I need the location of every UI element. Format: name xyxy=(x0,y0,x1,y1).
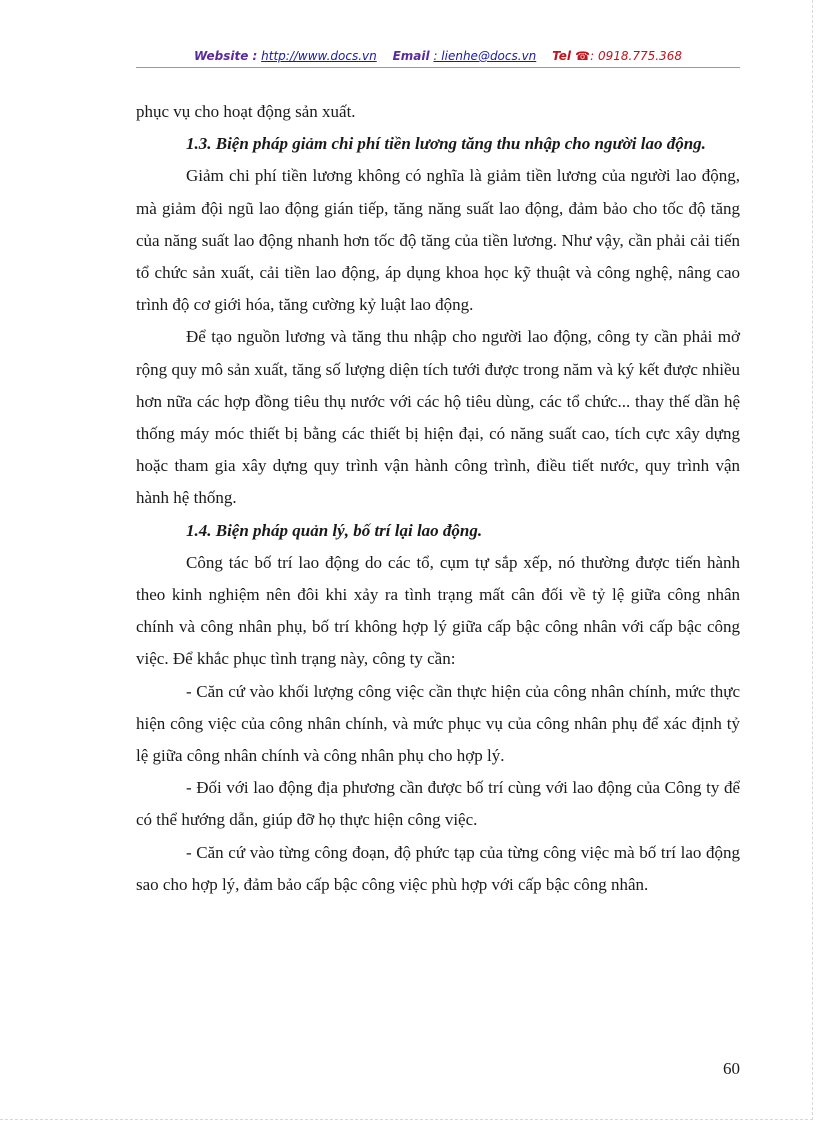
paragraph-salary-cost: Giảm chi phí tiền lương không có nghĩa là giảm tiền lương của người lao động, mà giảm đội ngũ lao động gián tiếp, tăng năng suất lao động, đảm bảo cho tốc độ tăng của năng suất lao động nhanh hơn tốc độ tăng của tiền lương. Như vậy, cần phải cải tiến tổ chức sản xuất, cải tiền lao động, áp dụng khoa học kỹ thuật và công nghệ, nâng cao trình độ cơ giới hóa, tăng cường kỷ luật lao động. xyxy=(136,166,740,315)
document-body xyxy=(136,96,740,901)
paragraph-labor-allocation: Công tác bố trí lao động do các tổ, cụm tự sắp xếp, nó thường được tiến hành theo kinh nghiệm nên đôi khi xảy ra tình trạng mất cân đối về tỷ lệ giữa công nhân chính và công nhân phụ, bố trí không hợp lý giữa cấp bậc công nhân với cấp bậc công việc. Để khắc phục tình trạng này, công ty cần: xyxy=(136,552,740,669)
bullet-item-ratio: - Căn cứ vào khối lượng công việc cần thực hiện của công nhân chính, mức thực hiện công việc của công nhân chính, và mức phục vụ của công nhân phụ để xác định tỷ lệ giữa công nhân chính và công nhân phụ cho hợp lý. xyxy=(136,681,740,766)
paragraph-continuation: phục vụ cho hoạt động sản xuất. xyxy=(136,102,356,121)
section-heading-1-4: 1.4. Biện pháp quản lý, bố trí lại lao động. xyxy=(186,520,483,540)
email-label: Email xyxy=(392,49,430,63)
page-number: 60 xyxy=(723,1059,740,1078)
tel-label: Tel ☎ xyxy=(552,49,591,63)
section-heading-1-3: 1.3. Biện pháp giảm chi phí tiền lương tăng thu nhập cho người lao động. xyxy=(186,134,706,154)
header-divider xyxy=(136,67,740,68)
bullet-item-local-labor: - Đối với lao động địa phương cần được bố trí cùng với lao động của Công ty để có thể hướng dẫn, giúp đỡ họ thực hiện công việc. xyxy=(136,778,740,830)
email-link[interactable]: : lienhe@docs.vn xyxy=(433,49,537,63)
paragraph-income-source: Để tạo nguồn lương và tăng thu nhập cho người lao động, công ty cần phải mở rộng quy mô sản xuất, tăng số lượng diện tích tưới được trong năm và ký kết được nhiều hơn nữa các hợp đồng tiêu thụ nước với các hộ tiêu dùng, các tổ chức... thay thế dần hệ thống máy móc thiết bị bằng các thiết bị hiện đại, có năng suất cao, tích cực xây dựng hoặc tham gia xây dựng quy trình vận hành công trình, điều tiết nước, quy trình vận hành hệ thống. xyxy=(136,327,740,508)
page-header xyxy=(136,46,740,66)
website-link[interactable]: http://www.docs.vn xyxy=(261,49,377,63)
website-label: Website : xyxy=(194,49,258,63)
tel-value: : 0918.775.368 xyxy=(590,49,682,63)
bullet-item-stage-allocation: - Căn cứ vào từng công đoạn, độ phức tạp của từng công việc mà bố trí lao động sao cho hợp lý, đảm bảo cấp bậc công việc phù hợp với cấp bậc công nhân. xyxy=(136,842,740,894)
